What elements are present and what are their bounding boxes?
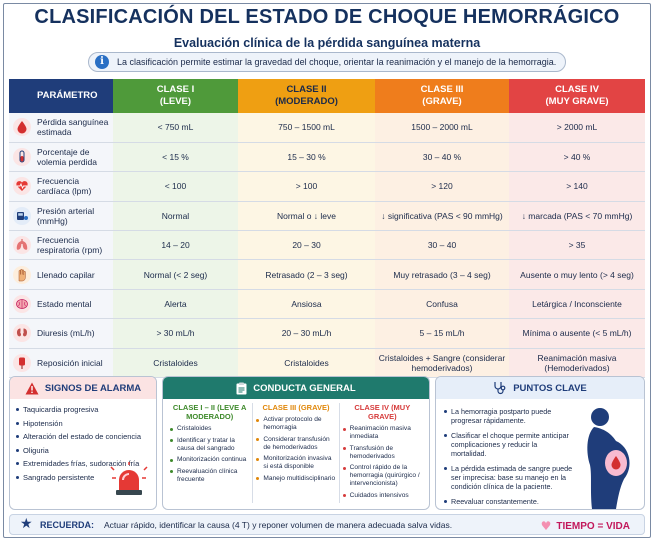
iv-bag-icon [13, 354, 31, 372]
class-header-3: CLASE III (GRAVE) [375, 79, 509, 113]
key-points-header: PUNTOS CLAVE [436, 377, 644, 399]
info-banner [88, 52, 566, 72]
key-points-panel [435, 376, 645, 510]
management-column-header: CLASE I – II (LEVE A MODERADO) [172, 403, 247, 421]
table-row: Pérdida sanguínea estimada < 750 mL 750 – 1500 mL 1500 – 2000 mL > 2000 mL [9, 113, 645, 142]
warning-icon [25, 382, 39, 395]
management-column-header: CLASE III (GRAVE) [262, 403, 330, 412]
table-row: Reposición inicial Cristaloides Cristaloides Cristaloides + Sangre (considerar hemoderivados) Reanimación masiva (Hemoderivados) [9, 348, 645, 377]
list-item: Control rápido de la hemorragia (quirúrgico / intervencionista) [343, 464, 422, 488]
list-item: Extremidades frías, sudoración fría [16, 459, 156, 468]
list-item: Transfusión de hemoderivados [343, 445, 422, 461]
hand-icon [13, 266, 31, 284]
table-row: Diuresis (mL/h) > 30 mL/h 20 – 30 mL/h 5 – 15 mL/h Mínima o ausente (< 5 mL/h) [9, 319, 645, 348]
blood-pressure-icon [13, 207, 31, 225]
page-title: CLASIFICACIÓN DEL ESTADO DE CHOQUE HEMORRÁGICO [34, 6, 620, 28]
list-item: Reevaluar constantemente. [444, 497, 574, 506]
heart-rate-icon [13, 177, 31, 195]
list-item: Considerar transfusión de hemoderivados [256, 436, 335, 452]
table-row: Frecuencia cardíaca (lpm) < 100 > 100 > 120 > 140 [9, 172, 645, 201]
blood-drop-icon [13, 118, 31, 136]
list-item: Alteración del estado de conciencia [16, 432, 156, 441]
table-row: Porcentaje de volemia perdida < 15 % 15 – 30 % 30 – 40 % > 40 % [9, 142, 645, 171]
test-tube-icon [13, 148, 31, 166]
management-column-2 [253, 403, 339, 503]
list-item: Hipotensión [16, 419, 156, 428]
list-item: La hemorragia postparto puede progresar rápidamente. [444, 407, 574, 425]
slogan: ♥ TIEMPO = VIDA [540, 519, 630, 533]
table-header-row [9, 79, 645, 113]
list-item: Oliguria [16, 446, 156, 455]
classification-table [9, 79, 645, 378]
pregnant-woman-icon [576, 405, 638, 510]
table-row: Frecuencia respiratoria (rpm) 14 – 20 20 – 30 30 – 40 > 35 [9, 231, 645, 260]
stethoscope-icon [493, 381, 507, 395]
alarm-signs-header: SIGNOS DE ALARMA [10, 377, 156, 399]
brain-icon [13, 295, 31, 313]
key-points-list [436, 399, 574, 506]
list-item: Cuidados intensivos [343, 492, 422, 500]
management-column-1 [167, 403, 253, 503]
remember-banner [9, 514, 645, 535]
kidneys-icon [13, 324, 31, 342]
class-header-1: CLASE I (LEVE) [113, 79, 238, 113]
list-item: Clasificar el choque permite anticipar complicaciones y reducir la mortalidad. [444, 431, 574, 458]
list-item: Reevaluación clínica frecuente [170, 468, 249, 484]
lungs-icon [13, 236, 31, 254]
alarm-signs-panel [9, 376, 157, 510]
list-item: Monitorización invasiva si está disponible [256, 455, 335, 471]
param-header: PARÁMETRO [9, 79, 113, 113]
list-item: Sangrado persistente [16, 473, 156, 482]
class-header-4: CLASE IV (MUY GRAVE) [509, 79, 645, 113]
table-row: Llenado capilar Normal (< 2 seg) Retrasado (2 – 3 seg) Muy retrasado (3 – 4 seg) Ausente o muy lento (> 4 seg) [9, 260, 645, 289]
info-text: La clasificación permite estimar la gravedad del choque, orientar la reanimación y el manejo de la hemorragia. [117, 57, 557, 67]
list-item: Manejo multidisciplinario [256, 475, 335, 483]
list-item: Monitorización continua [170, 456, 249, 464]
general-management-header: CONDUCTA GENERAL [163, 377, 429, 399]
general-management-panel [162, 376, 430, 510]
class-header-2: CLASE II (MODERADO) [238, 79, 375, 113]
management-column-header: CLASE IV (MUY GRAVE) [354, 403, 411, 421]
star-icon: ★ [20, 516, 33, 532]
table-row: Presión arterial (mmHg) Normal Normal o ↓ leve ↓ significativa (PAS < 90 mmHg) ↓ marcada (PAS < 70 mmHg) [9, 201, 645, 230]
list-item: Taquicardia progresiva [16, 405, 156, 414]
page-subtitle: Evaluación clínica de la pérdida sanguínea materna [173, 36, 481, 50]
management-column-3 [340, 403, 425, 503]
list-item: Reanimación masiva inmediata [343, 425, 422, 441]
info-icon: i [95, 55, 109, 69]
table-row: Estado mental Alerta Ansiosa Confusa Letárgica / Inconsciente [9, 289, 645, 318]
siren-icon [110, 462, 148, 501]
list-item: Identificar y tratar la causa del sangrado [170, 437, 249, 453]
remember-message: Actuar rápido, identificar la causa (4 T) y reponer volumen de manera adecuada salva vidas. [104, 519, 453, 530]
heart-icon: ♥ [540, 519, 552, 533]
clipboard-icon [236, 382, 247, 395]
list-item: Activar protocolo de hemorragia [256, 416, 335, 432]
remember-label: RECUERDA: [40, 519, 94, 530]
list-item: La pérdida estimada de sangre puede ser imprecisa: base su manejo en la condición clínica de la paciente. [444, 464, 574, 491]
list-item: Cristaloides [170, 425, 249, 433]
